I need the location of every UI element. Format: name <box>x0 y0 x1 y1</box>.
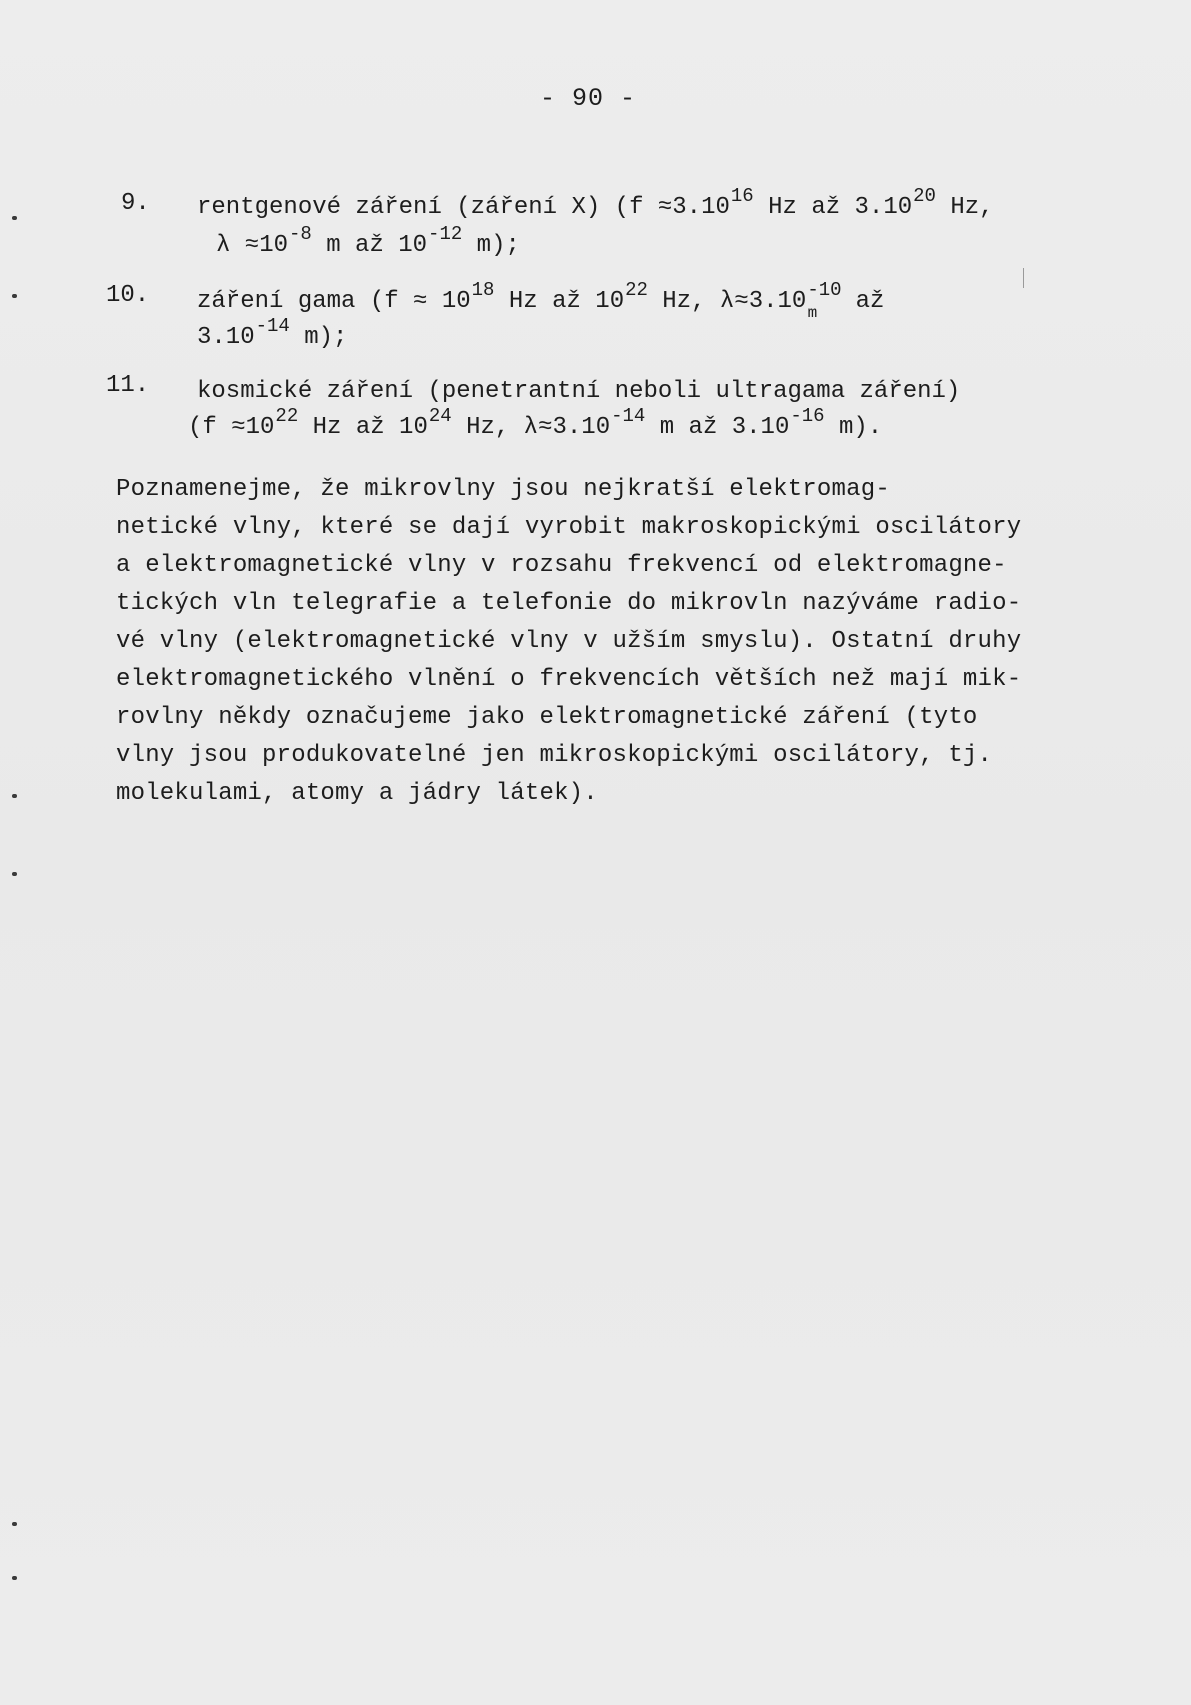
text-run: Hz, <box>935 194 994 221</box>
list-item-number: 11. <box>106 372 150 399</box>
text-run: m); <box>289 324 348 351</box>
text-run: rentgenové záření (záření X) (f ≈3.10 <box>197 194 730 221</box>
scan-line-artifact <box>1023 268 1024 288</box>
text-run: m až 10 <box>311 232 428 259</box>
paragraph-line: vlny jsou produkovatelné jen mikroskopickými oscilátory, tj. <box>116 742 993 769</box>
paragraph-line: molekulami, atomy a jádry látek). <box>116 780 598 807</box>
text-run: m); <box>462 232 520 259</box>
binding-mark <box>12 872 17 876</box>
binding-mark <box>12 216 17 220</box>
superscript: 18 <box>471 279 495 301</box>
paragraph-line: Poznamenejme, že mikrovlny jsou nejkratší elektromag- <box>116 476 890 503</box>
text-run: λ ≈10 <box>216 232 289 259</box>
list-item-line <box>197 315 348 351</box>
paragraph-line: vé vlny (elektromagnetické vlny v užším smyslu). Ostatní druhy <box>116 628 1022 655</box>
list-item-line <box>216 223 520 259</box>
superscript: 22 <box>625 279 648 301</box>
binding-mark <box>12 794 17 798</box>
list-item-line <box>197 279 885 322</box>
paragraph-line: a elektromagnetické vlny v rozsahu frekvencí od elektromagne- <box>116 552 1007 579</box>
binding-mark <box>12 1576 17 1580</box>
list-item-line <box>188 405 883 441</box>
list-item-number: 9. <box>121 190 150 217</box>
paragraph-line: elektromagnetického vlnění o frekvencích větších než mají mik- <box>116 666 1022 693</box>
text-run: kosmické záření (penetrantní neboli ultragama záření) <box>197 378 961 405</box>
binding-mark <box>12 1522 17 1526</box>
text-run: záření gama (f ≈ 10 <box>197 288 471 315</box>
paragraph-line: tických vln telegrafie a telefonie do mikrovln nazýváme radio- <box>116 590 1022 617</box>
superscript: -14 <box>255 315 290 337</box>
subscript: m <box>807 304 818 322</box>
text-run: 3.10 <box>197 324 255 351</box>
superscript: 24 <box>428 405 452 427</box>
superscript: -8 <box>289 223 312 245</box>
text-run: m až 3.10 <box>645 414 790 441</box>
superscript: 22 <box>275 405 299 427</box>
text-run: Hz, λ≈3.10 <box>647 288 807 315</box>
superscript: 20 <box>913 185 936 207</box>
superscript: -14 <box>611 405 646 427</box>
text-run: Hz až 10 <box>298 414 428 441</box>
list-item-line <box>197 380 960 404</box>
binding-mark <box>12 294 17 298</box>
text-run: Hz, λ≈3.10 <box>451 414 611 441</box>
text-run: Hz až 3.10 <box>753 194 913 221</box>
superscript: -10 <box>807 279 842 301</box>
superscript: 16 <box>730 185 754 207</box>
superscript: -12 <box>428 223 463 245</box>
text-run: m). <box>824 414 883 441</box>
list-item-line <box>197 185 994 221</box>
list-item-number: 10. <box>106 282 150 309</box>
page-number: - 90 - <box>540 84 637 113</box>
paragraph-line: rovlny někdy označujeme jako elektromagnetické záření (tyto <box>116 704 978 731</box>
superscript: -16 <box>790 405 825 427</box>
text-run: Hz až 10 <box>494 288 625 315</box>
text-run: až <box>841 288 885 315</box>
text-run: (f ≈10 <box>188 414 275 441</box>
paragraph-line: netické vlny, které se dají vyrobit makroskopickými oscilátory <box>116 514 1022 541</box>
